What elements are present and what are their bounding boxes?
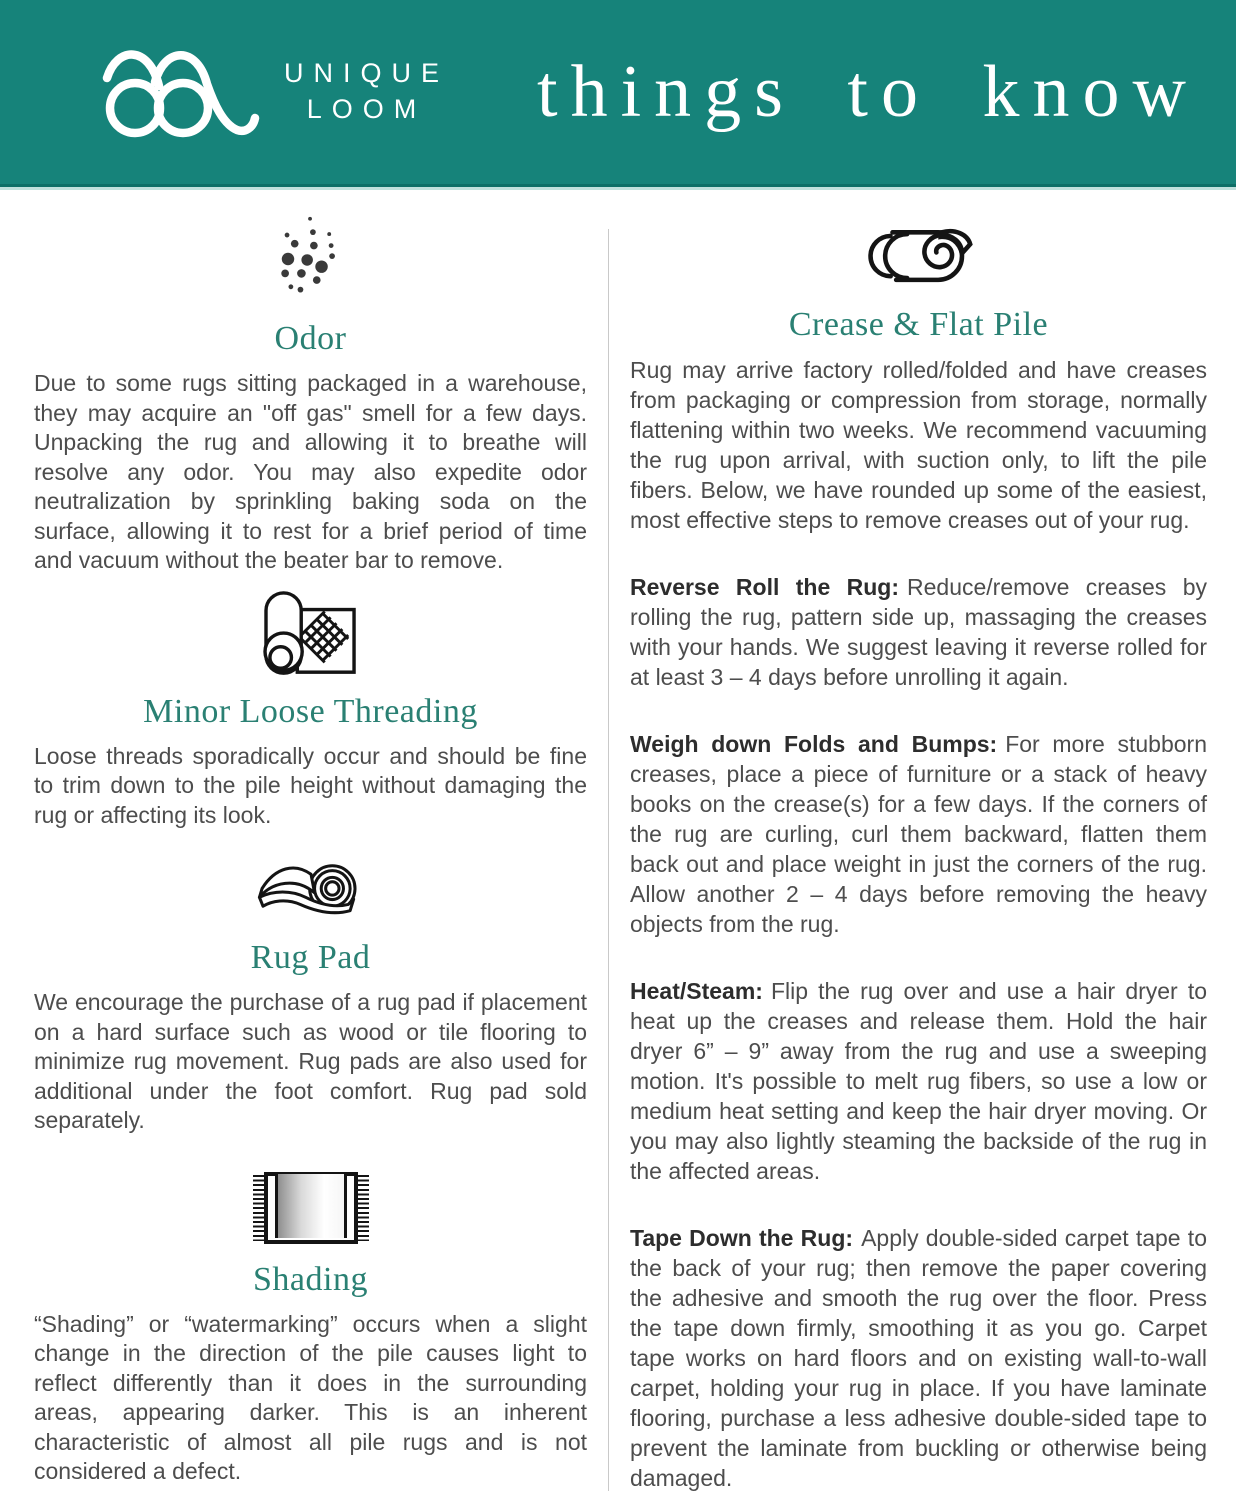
section-body-shading: “Shading” or “watermarking” occurs when a slight change in the direction of the pile causes light to reflect differently than it does in the surrounding areas, appearing darker. This is an inherent characteristic of almost all pile rugs and is not considered a defect. <box>34 1310 587 1484</box>
section-odor <box>34 213 587 576</box>
tip-tape-down <box>630 1223 1207 1493</box>
section-shading <box>34 1172 587 1487</box>
shaded-rug-fringe-icon <box>252 1172 370 1244</box>
section-heading-threading: Minor Loose Threading <box>143 692 478 730</box>
section-heading-crease: Crease & Flat Pile <box>788 306 1049 343</box>
tip-heat-steam <box>630 976 1207 1186</box>
crease-intro: Rug may arrive factory rolled/folded and have creases from packaging or compression from storage, normally flattening within two weeks. We recommend vacuuming the rug upon arrival, with suction only, to lift the pile fibers. Below, we have rounded up some of the easiest, most effective steps to remove creases out of your rug. <box>630 357 1207 533</box>
section-heading-rug-pad: Rug Pad <box>250 939 371 976</box>
brand-name <box>284 56 449 127</box>
section-heading-odor: Odor <box>274 320 347 357</box>
page-title: things to know <box>537 50 1199 133</box>
column-divider <box>608 229 609 1491</box>
section-heading-shading: Shading <box>253 1260 368 1298</box>
tip-label: Heat/Steam: <box>630 978 763 1004</box>
content-area <box>0 187 1236 1493</box>
tip-label: Reverse Roll the Rug: <box>630 574 900 600</box>
right-column <box>630 213 1207 1493</box>
rolled-rug-side-spiral-icon <box>844 225 994 289</box>
tip-text: For more stubborn creases, place a piece of furniture or a stack of heavy books on the crease(s) for a few days. If the corners of the rug are curling, curl them backward, flatten them back out and place weight in just the corners of the rug. Allow another 2 – 4 days before removing the heavy objects from the rug. <box>630 731 1207 937</box>
odor-dots-icon <box>273 213 349 305</box>
tip-text: Apply double-sided carpet tape to the back of your rug; then remove the paper covering the adhesive and smooth the rug over the floor. Press the tape down firmly, smoothing it as you go. Carpet tape works on hard floors and on existing wall-to-wall carpet, holding your rug in place. If you have laminate flooring, purchase a less adhesive double-sided tape to prevent the laminate from buckling or otherwise being damaged. <box>630 1225 1207 1491</box>
brand-logo <box>96 36 449 148</box>
unique-loom-logo-icon <box>96 36 268 148</box>
rug-pad-roll-icon <box>249 860 373 924</box>
tip-text: Flip the rug over and use a hair dryer to heat up the creases and release them. Hold the hair dryer 6” – 9” away from the rug and use a sweeping motion. It's possible to melt rug fibers, so use a low or medium heat setting and keep the hair dryer moving. Or you may also lightly steaming the backside of the rug in the affected areas. <box>630 978 1207 1184</box>
tip-label: Weigh down Folds and Bumps: <box>630 731 998 757</box>
section-rug-pad <box>34 860 587 1136</box>
left-column <box>34 213 587 1487</box>
section-minor-loose-threading <box>34 590 587 831</box>
tip-text: Reduce/remove creases by rolling the rug, pattern side up, massaging the creases with your hands. We suggest leaving it reverse rolled for at least 3 – 4 days before unrolling it again. <box>630 574 1207 690</box>
brand-name-line1: UNIQUE <box>284 58 450 89</box>
section-body-rug-pad: We encourage the purchase of a rug pad if placement on a hard surface such as wood or tile flooring to minimize rug movement. Rug pads are also used for additional under the foot comfort. Rug pad sold separately. <box>34 989 587 1133</box>
rolled-rug-crosshatch-icon <box>259 590 363 680</box>
header-banner <box>0 0 1236 187</box>
tip-reverse-roll <box>630 572 1207 692</box>
tip-label: Tape Down the Rug: <box>630 1225 854 1251</box>
brand-name-line2: LOOM <box>306 94 427 124</box>
section-body-odor: Due to some rugs sitting packaged in a warehouse, they may acquire an "off gas" smell for a few days. Unpacking the rug and allowing it to breathe will resolve any odor. You may also expedite odor neutralization by sprinkling baking soda on the surface, allowing it to rest for a brief period of time and vacuum without the beater bar to remove. <box>34 370 587 573</box>
section-body-threading: Loose threads sporadically occur and should be fine to trim down to the pile height without damaging the rug or affecting its look. <box>34 742 587 828</box>
tip-weigh-down <box>630 729 1207 939</box>
